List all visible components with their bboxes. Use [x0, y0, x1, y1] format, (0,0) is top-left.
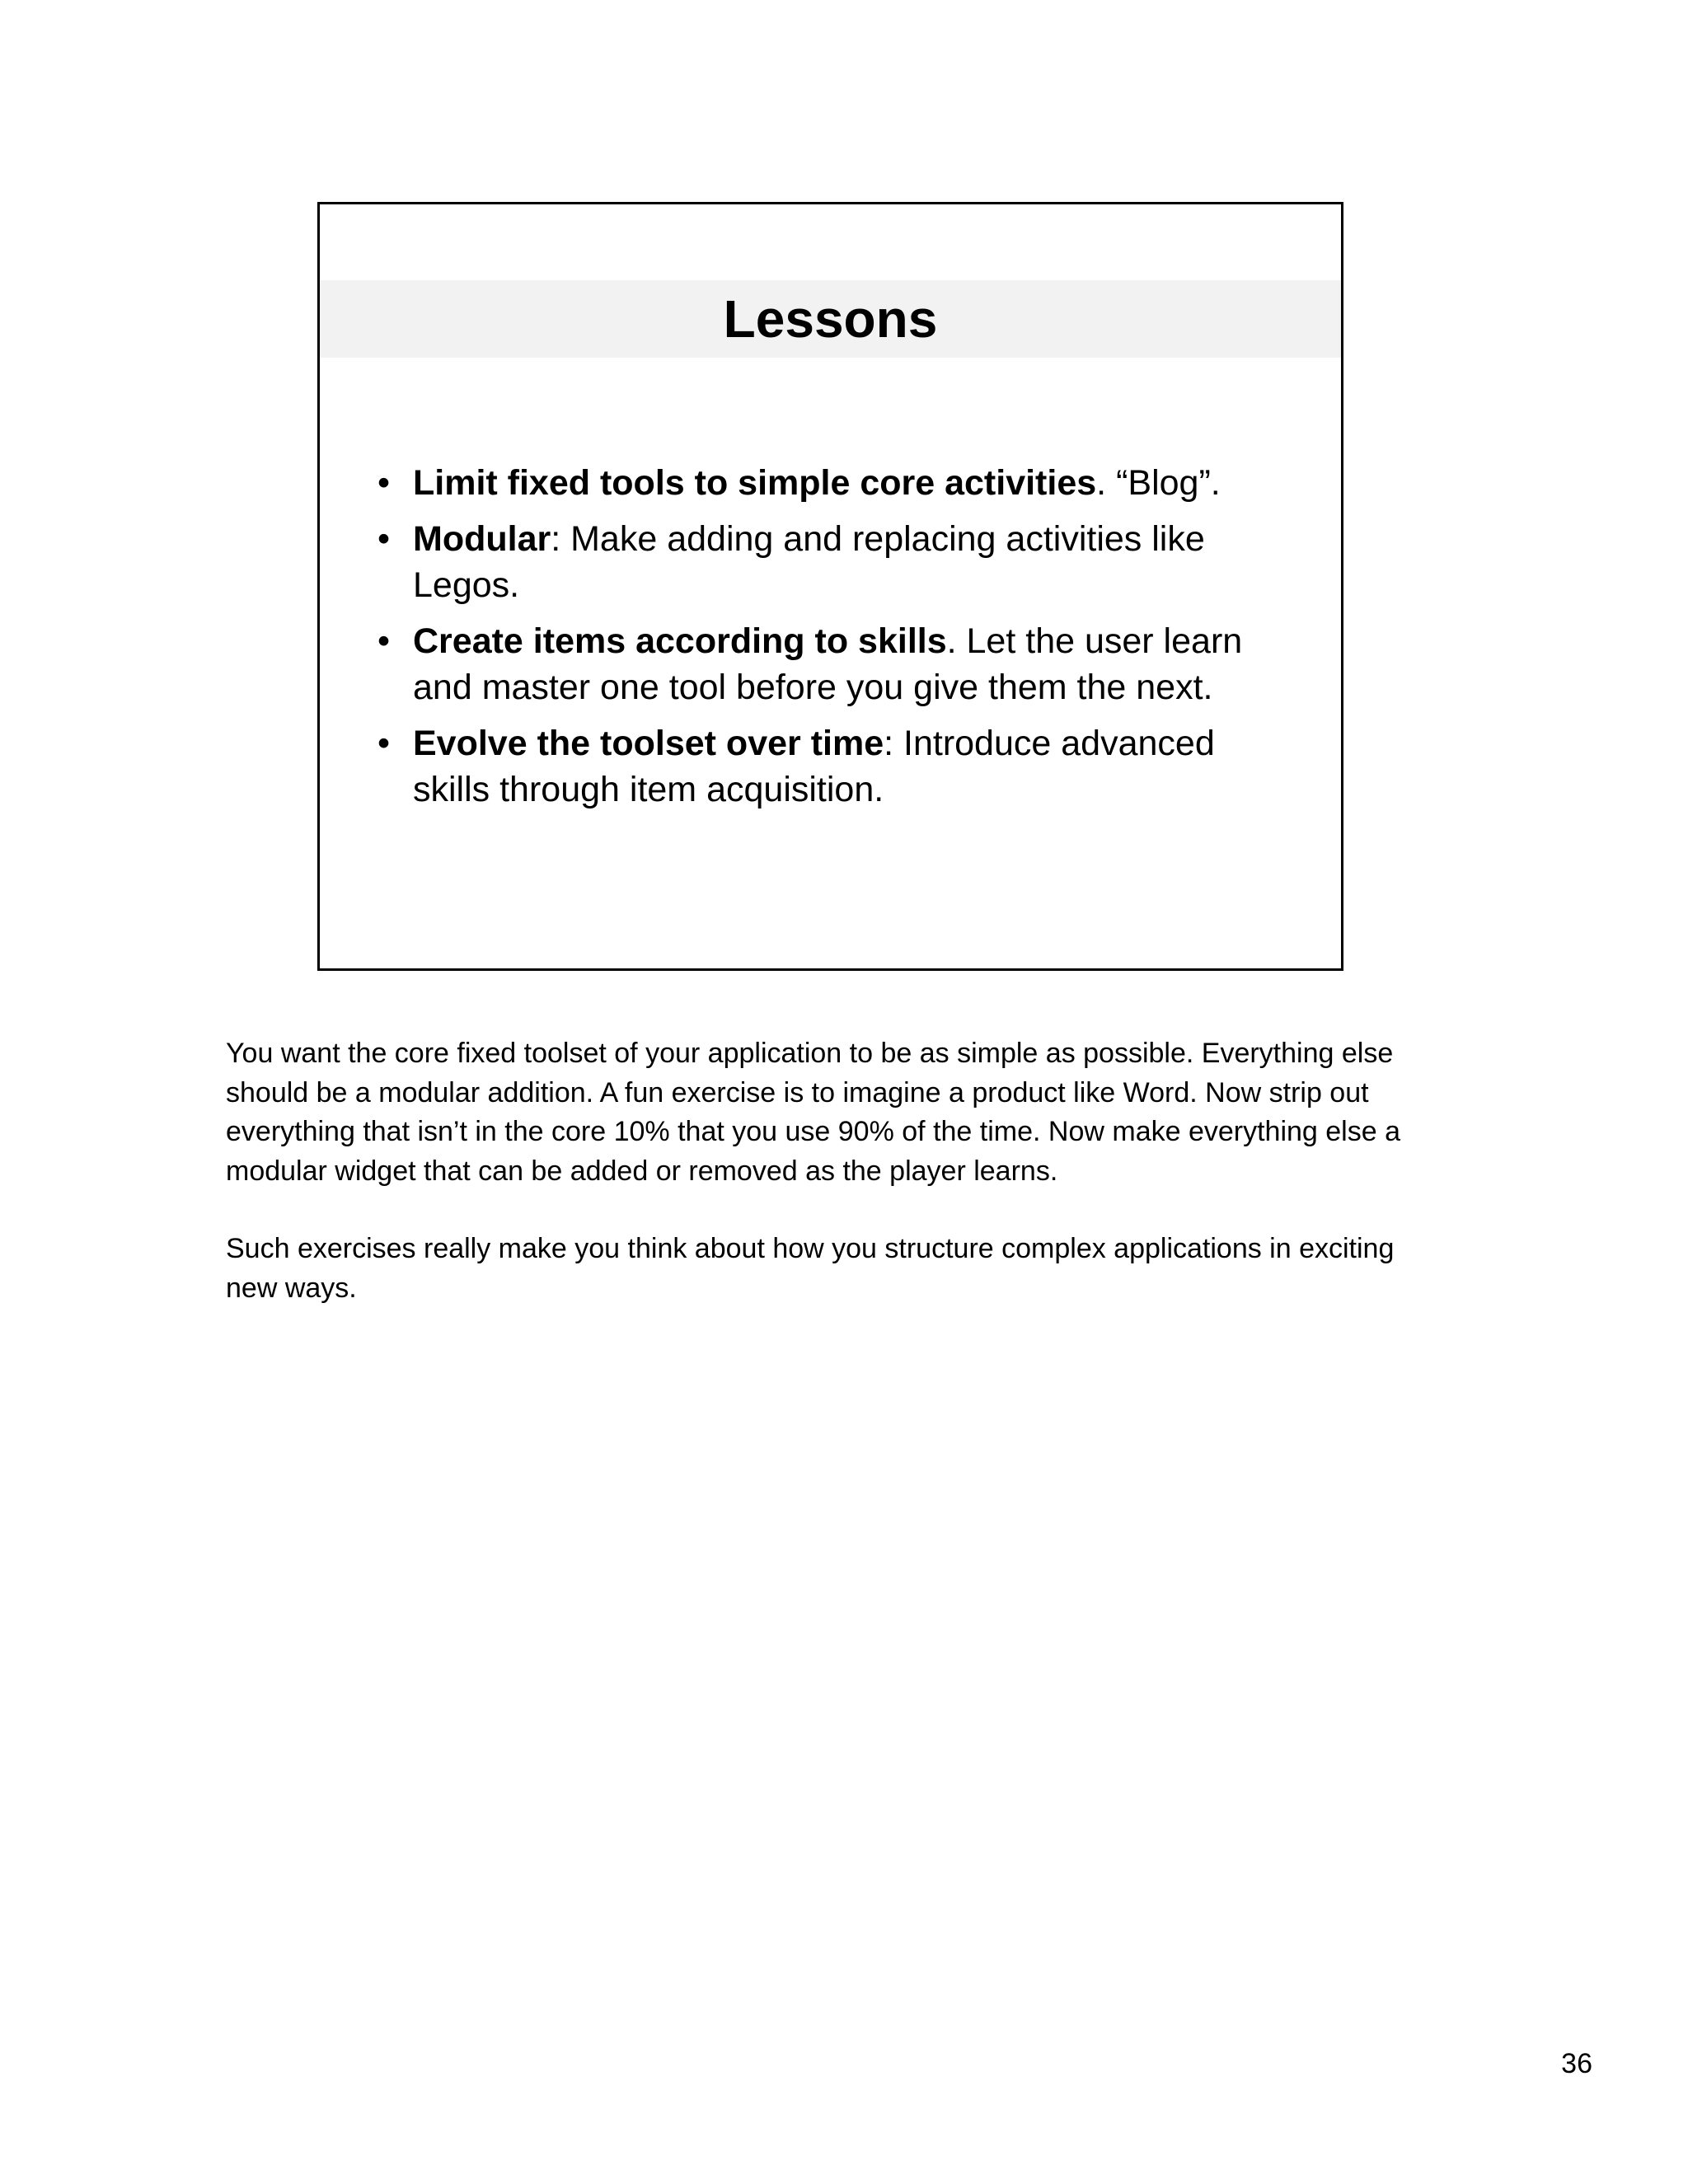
- bullet-icon: •: [377, 724, 391, 763]
- bullet-icon: •: [377, 621, 391, 661]
- bullet-bold-text: Create items according to skills: [413, 621, 947, 661]
- bullet-bold-text: Modular: [413, 519, 551, 559]
- notes-paragraph: Such exercises really make you think about how you structure complex applications in exciting new ways.: [226, 1233, 1395, 1304]
- bullet-text: : Introduce advanced skills through item acquisition.: [413, 724, 1215, 809]
- bullet-icon: •: [377, 463, 391, 503]
- page-number: 36: [1561, 2048, 1592, 2079]
- notes-paragraph: You want the core fixed toolset of your application to be as simple as possible. Everything else should be a modular addition. A fun exercise is to imagine a product like Word. Now strip out everything that isn’t in the core 10% that you use 90% of the time. Now make everything else a modular widget that can be added or removed as the player learns.: [226, 1038, 1400, 1187]
- bullet-text: : Make adding and replacing activities like Legos.: [413, 519, 1205, 605]
- bullet-bold-text: Evolve the toolset over time: [413, 724, 884, 763]
- bullet-item: [377, 460, 1301, 506]
- bullet-item: [377, 516, 1301, 608]
- bullet-icon: •: [377, 519, 391, 559]
- bullet-item: [377, 720, 1301, 813]
- bullet-item: [377, 618, 1301, 710]
- speaker-notes: [226, 1034, 1446, 1347]
- slide-title: Lessons: [723, 289, 938, 349]
- bullet-text: . Let the user learn and master one tool before you give them the next.: [413, 621, 1243, 707]
- bullet-text: . “Blog”.: [1096, 463, 1221, 503]
- slide-title-bar: [320, 280, 1341, 358]
- bullet-bold-text: Limit fixed tools to simple core activities: [413, 463, 1097, 503]
- slide-frame: [317, 202, 1343, 971]
- slide-bullet-list: [377, 460, 1301, 823]
